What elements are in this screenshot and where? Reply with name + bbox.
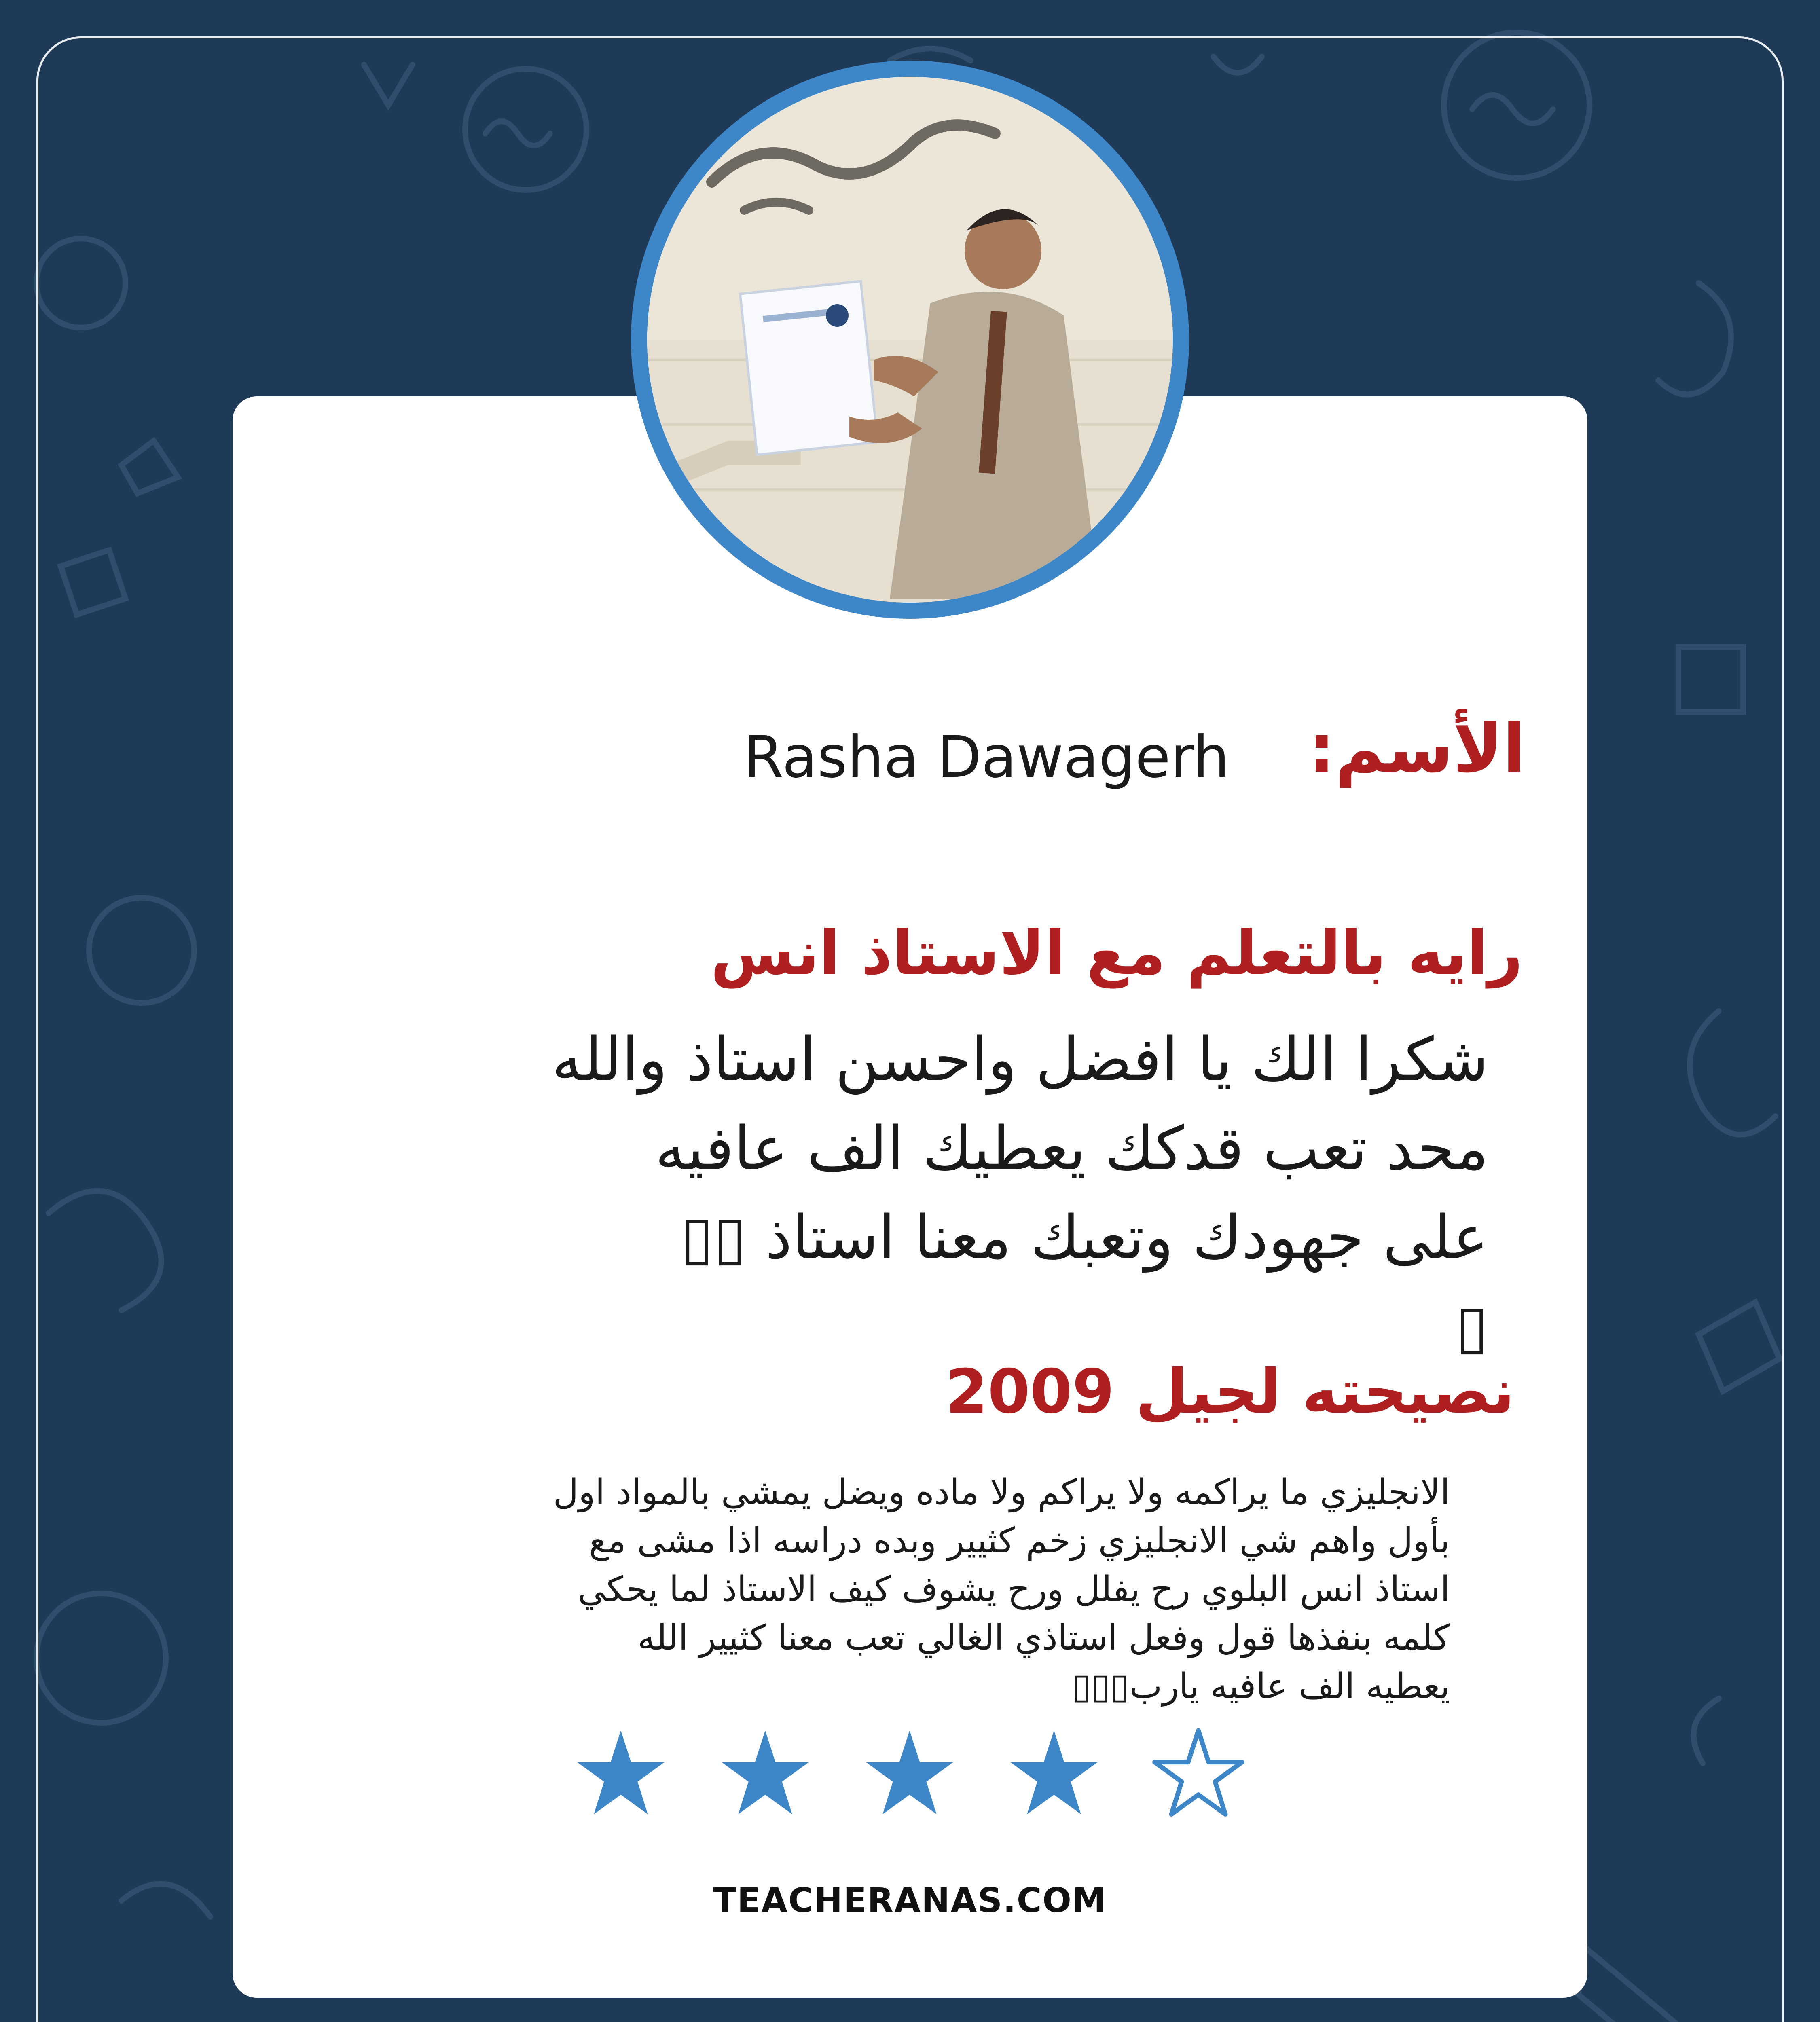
- advice-line: استاذ انس البلوي رح يفلل ورح يشوف كيف الاستاذ لما يحكي: [578, 1569, 1450, 1610]
- advice-line: يعطيه الف عافيه يارب▯▯▯: [1072, 1666, 1450, 1707]
- name-label: الأسم:: [1308, 710, 1526, 787]
- star-filled-icon: [863, 1727, 956, 1820]
- student-name: Rasha Dawagerh: [743, 724, 1230, 791]
- opinion-line: محد تعب قدكك يعطيك الف عافيه: [655, 1114, 1488, 1183]
- avatar: [631, 61, 1189, 619]
- star-filled-icon: [719, 1727, 812, 1820]
- advice-text: [358, 1468, 1450, 1711]
- opinion-line: شكرا الك يا افضل واحسن استاذ والله: [552, 1025, 1488, 1094]
- opinion-text: [396, 1015, 1488, 1371]
- opinion-line: على جهودك وتعبك معنا استاذ ▯▯: [680, 1203, 1488, 1272]
- site-url: TEACHERANAS.COM: [713, 1880, 1107, 1920]
- opinion-heading: رايه بالتعلم مع الاستاذ انس: [711, 918, 1523, 988]
- advice-line: بأول واهم شي الانجليزي زخم كثيير وبده دراسه اذا مشى مع: [589, 1521, 1450, 1561]
- star-filled-icon: [574, 1727, 667, 1820]
- opinion-line: ▯: [1455, 1292, 1488, 1361]
- star-filled-icon: [1007, 1727, 1100, 1820]
- advice-heading: نصيحته لجيل 2009: [945, 1357, 1515, 1427]
- star-outline-icon: [1152, 1727, 1245, 1820]
- avatar-photo: [647, 77, 1173, 603]
- advice-line: الانجليزي ما يراكمه ولا يراكم ولا ماده ويضل يمشي بالمواد اول: [553, 1472, 1450, 1512]
- star-rating: [574, 1727, 1246, 1824]
- advice-line: كلمه بنفذها قول وفعل استاذي الغالي تعب معنا كثيير الله: [637, 1618, 1450, 1658]
